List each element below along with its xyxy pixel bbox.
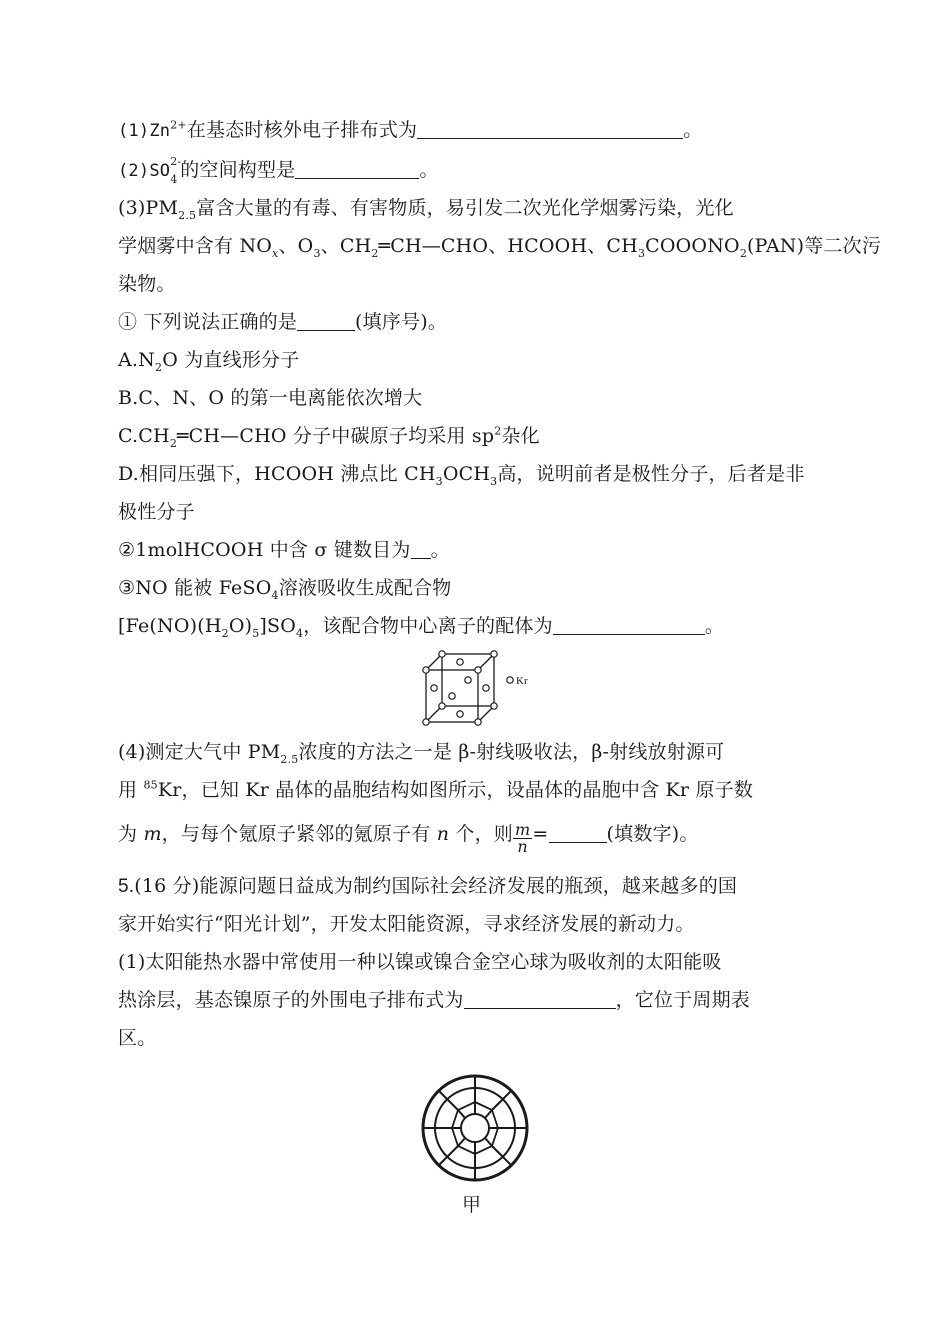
answer-blank [295, 160, 419, 179]
kr-unit-cell-figure [418, 648, 538, 728]
fraction-m-over-n: $\frac{m}{n}$ [515, 820, 531, 856]
question-2: (2)SO 2- 4 的空间构型是 。 [118, 155, 439, 186]
question-4-line-2: 用 $^{85}$Kr，已知 Kr 晶体的晶胞结构如图所示，设晶体的晶胞中含 Kr 原子数 [118, 778, 754, 801]
answer-blank [297, 312, 355, 331]
answer-blank [553, 616, 705, 635]
question-3-sub-2: ②1molHCOOH 中含 σ 键数目为 。 [118, 539, 450, 561]
kr-legend-label: Kr [516, 675, 528, 687]
option-d: D.相同压强下，HCOOH 沸点比 $CH_3OCH_3$高，说明前者是极性分子，后者是非 [118, 463, 805, 488]
question-4-line-1: (4)测定大气中 $PM_{2.5}$浓度的方法之一是 β-射线吸收法，β-射线放射源可 [118, 741, 725, 766]
answer-blank [549, 824, 607, 843]
answer-blank [411, 540, 431, 559]
question-5-line-1: 5.(16 分)能源问题日益成为制约国际社会经济发展的瓶颈，越来越多的国 [118, 875, 738, 897]
option-a: $A.N_2O$ 为直线形分子 [118, 349, 300, 374]
question-5-sub-1-line-1: (1)太阳能热水器中常使用一种以镍或镍合金空心球为吸收剂的太阳能吸 [118, 951, 722, 973]
question-5-sub-1-line-2: 热涂层，基态镍原子的外围电子排布式为 ，它位于周期表 [118, 989, 751, 1011]
question-3-line-3: 染物。 [118, 273, 176, 295]
question-4-line-3: 为 m，与每个氪原子紧邻的氪原子有 n 个，则 $\frac{m}{n}$ = (填数字)。 [118, 820, 699, 856]
option-c: $C.CH_2═CH—CHO$ 分子中碳原子均采用 $sp^2$杂化 [118, 424, 540, 450]
question-3-line-1: $(3)PM_{2.5}$富含大量的有毒、有害物质，易引发二次光化学烟雾污染，光化 [118, 197, 734, 222]
answer-blank [417, 120, 683, 139]
question-3-complex: $[Fe(NO)(H_2O)_5]SO_4$，该配合物中心离子的配体为 。 [118, 615, 725, 640]
fullerene-figure [410, 1072, 540, 1184]
figure-caption: 甲 [462, 1194, 482, 1216]
question-5-line-2: 家开始实行“阳光计划”，开发太阳能资源，寻求经济发展的新动力。 [118, 913, 695, 935]
option-b: B.C、N、O 的第一电离能依次增大 [118, 387, 423, 409]
option-d-line-2: 极性分子 [118, 501, 195, 523]
answer-blank [464, 990, 616, 1009]
question-3-sub-1: ① 下列说法正确的是 (填序号)。 [118, 311, 448, 333]
question-3-line-2: 学烟雾中含有 $NO_x$、$O_3$、$CH_2═CH—CHO$、HCOOH、$CH_3COOONO_2(PAN)$等二次污 [118, 235, 882, 260]
question-1: $(1)Zn^{2+}$在基态时核外电子排布式为 。 [118, 118, 703, 141]
question-3-sub-3: ③NO 能被 FeSO$_4$溶液吸收生成配合物 [118, 577, 452, 602]
question-5-sub-1-line-3: 区。 [118, 1027, 157, 1049]
